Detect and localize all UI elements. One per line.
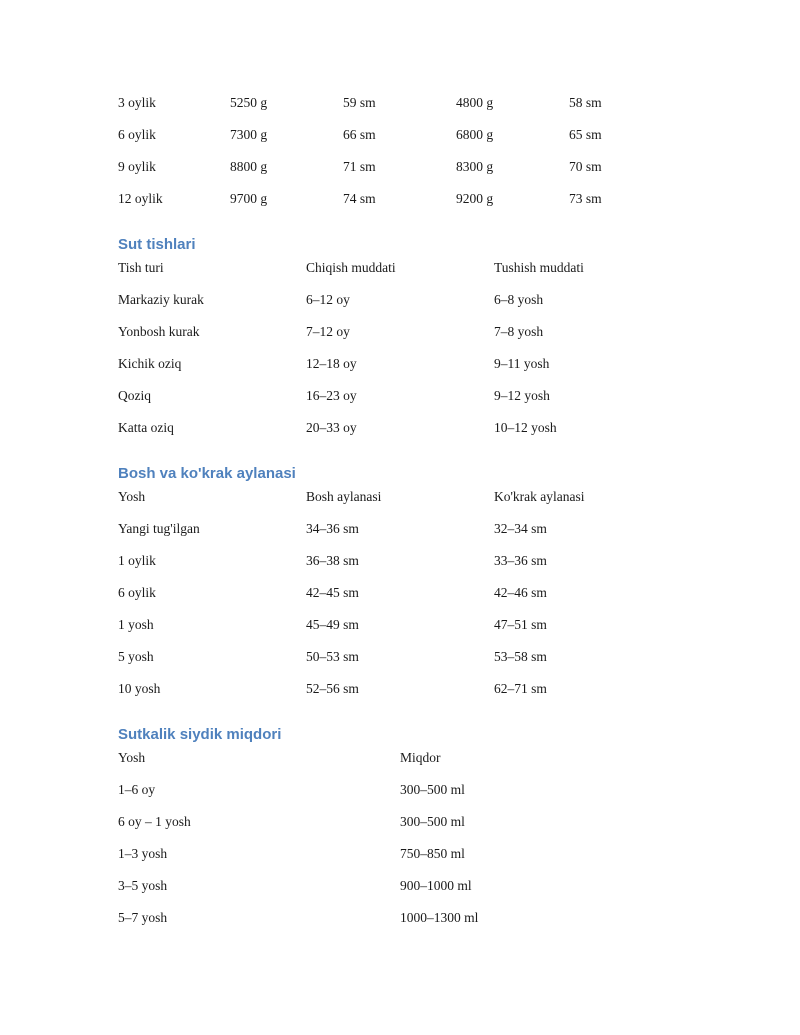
table-cell: 10 yosh — [118, 681, 161, 696]
table-cell: 8300 g — [456, 159, 494, 174]
table-cell: 36–38 sm — [306, 553, 359, 568]
table-cell: 32–34 sm — [494, 521, 547, 536]
table-cell: 45–49 sm — [306, 617, 359, 632]
column-header: Ko'krak aylanasi — [494, 489, 585, 504]
table-cell: 7–12 oy — [306, 324, 350, 339]
table-cell: 42–45 sm — [306, 585, 359, 600]
column-header: Yosh — [118, 750, 146, 765]
table-cell: 16–23 oy — [306, 388, 357, 403]
table-cell: 62–71 sm — [494, 681, 547, 696]
table-cell: 4800 g — [456, 95, 494, 110]
table-cell: 750–850 ml — [400, 846, 465, 861]
table-cell: 8800 g — [230, 159, 268, 174]
table-cell: 900–1000 ml — [400, 878, 472, 893]
column-header: Bosh aylanasi — [306, 489, 382, 504]
table-cell: 47–51 sm — [494, 617, 547, 632]
table-cell: 10–12 yosh — [494, 420, 557, 435]
table-cell: 33–36 sm — [494, 553, 547, 568]
column-header: Tushish muddati — [494, 260, 584, 275]
table-cell: 3 oylik — [118, 95, 156, 110]
table-cell: 1 oylik — [118, 553, 156, 568]
table-cell: 73 sm — [569, 191, 602, 206]
table-cell: 65 sm — [569, 127, 602, 142]
table-cell: 6 oylik — [118, 585, 156, 600]
table-cell: 9 oylik — [118, 159, 156, 174]
table-cell: 12 oylik — [118, 191, 163, 206]
table-cell: 7300 g — [230, 127, 268, 142]
table-cell: 34–36 sm — [306, 521, 359, 536]
column-header: Chiqish muddati — [306, 260, 396, 275]
table-cell: 300–500 ml — [400, 782, 465, 797]
column-header: Yosh — [118, 489, 146, 504]
section-heading-urine: Sutkalik siydik miqdori — [118, 726, 282, 743]
table-cell: Yonbosh kurak — [118, 324, 200, 339]
table-cell: 3–5 yosh — [118, 878, 168, 893]
table-cell: 9200 g — [456, 191, 494, 206]
table-cell: 66 sm — [343, 127, 376, 142]
table-cell: 1000–1300 ml — [400, 910, 479, 925]
table-cell: 1–3 yosh — [118, 846, 168, 861]
table-cell: 53–58 sm — [494, 649, 547, 664]
table-cell: 6 oy – 1 yosh — [118, 814, 191, 829]
table-cell: 9700 g — [230, 191, 268, 206]
table-cell: 6 oylik — [118, 127, 156, 142]
table-cell: 5–7 yosh — [118, 910, 168, 925]
table-cell: 9–11 yosh — [494, 356, 550, 371]
table-cell: 71 sm — [343, 159, 376, 174]
table-cell: 52–56 sm — [306, 681, 359, 696]
table-cell: 7–8 yosh — [494, 324, 544, 339]
section-heading-circumference: Bosh va ko'krak aylanasi — [118, 465, 296, 482]
table-cell: 70 sm — [569, 159, 602, 174]
table-cell: Markaziy kurak — [118, 292, 204, 307]
table-cell: 6800 g — [456, 127, 494, 142]
table-cell: 58 sm — [569, 95, 602, 110]
table-cell: 20–33 oy — [306, 420, 357, 435]
table-cell: 42–46 sm — [494, 585, 547, 600]
table-cell: Qoziq — [118, 388, 151, 403]
table-cell: 6–8 yosh — [494, 292, 544, 307]
table-cell: 74 sm — [343, 191, 376, 206]
column-header: Miqdor — [400, 750, 441, 765]
table-cell: Kichik oziq — [118, 356, 182, 371]
table-cell: 59 sm — [343, 95, 376, 110]
table-cell: 9–12 yosh — [494, 388, 550, 403]
table-cell: 5250 g — [230, 95, 268, 110]
table-cell: Yangi tug'ilgan — [118, 521, 200, 536]
column-header: Tish turi — [118, 260, 164, 275]
table-cell: 6–12 oy — [306, 292, 350, 307]
table-cell: 5 yosh — [118, 649, 154, 664]
table-cell: 1–6 oy — [118, 782, 156, 797]
table-cell: 12–18 oy — [306, 356, 357, 371]
table-cell: 1 yosh — [118, 617, 154, 632]
table-cell: Katta oziq — [118, 420, 174, 435]
table-cell: 300–500 ml — [400, 814, 465, 829]
section-heading-teeth: Sut tishlari — [118, 236, 196, 253]
table-cell: 50–53 sm — [306, 649, 359, 664]
